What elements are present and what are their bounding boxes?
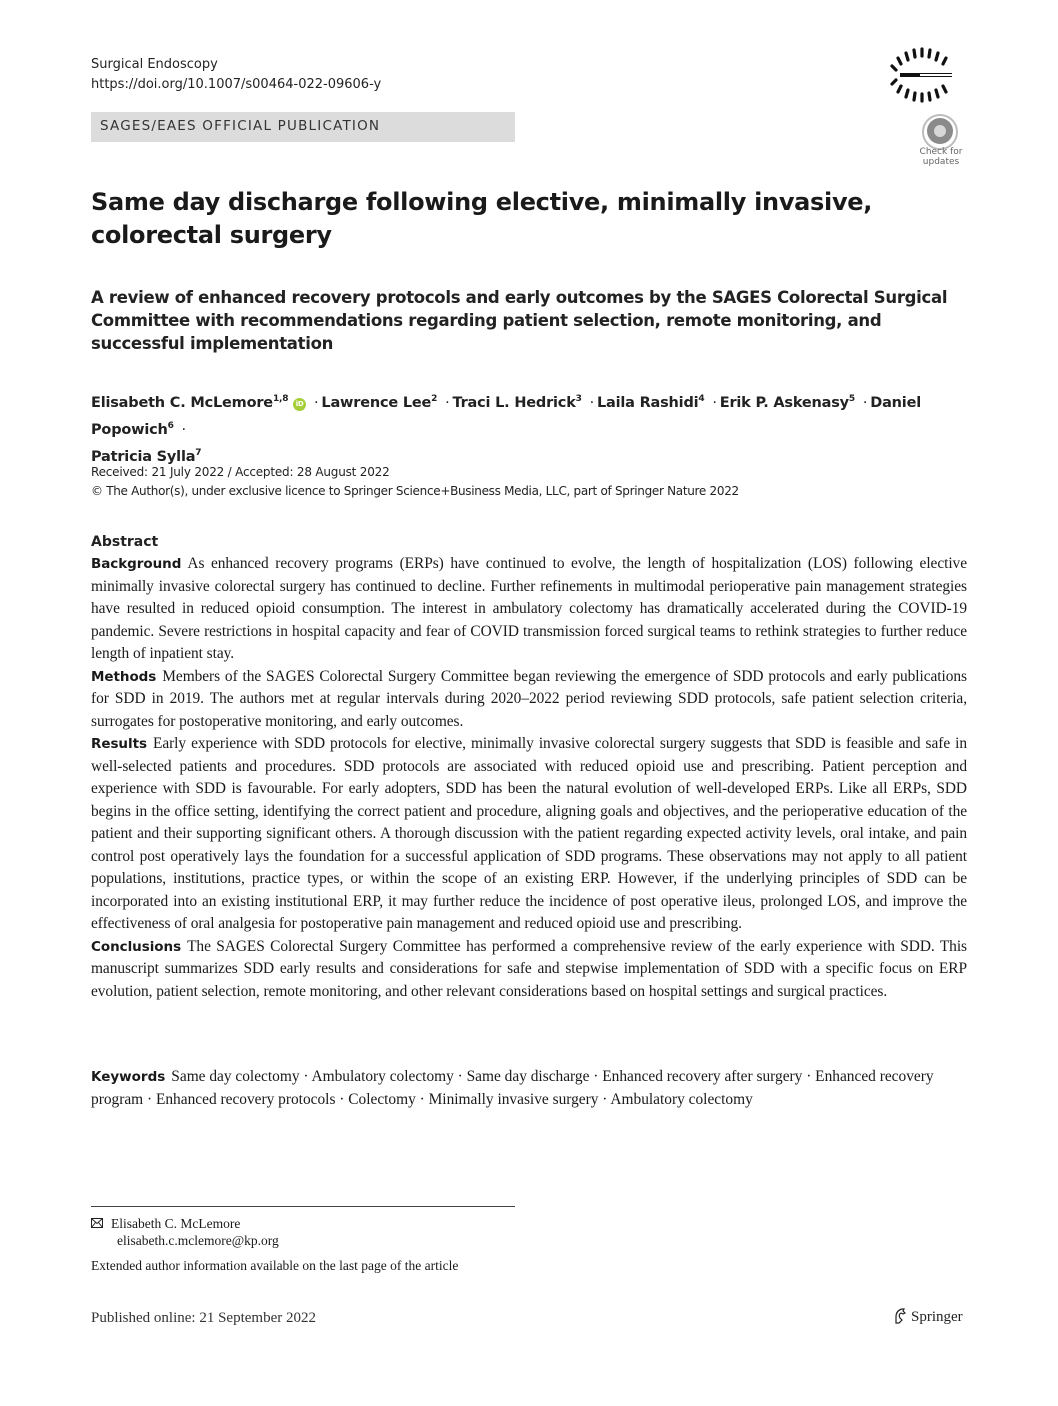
abstract-section-label: Background xyxy=(91,556,182,572)
author-affiliation: 4 xyxy=(698,394,705,404)
abstract-methods xyxy=(91,666,967,734)
publisher-logo xyxy=(893,1308,963,1326)
abstract-section-label: Results xyxy=(91,736,147,752)
author-affiliation: 7 xyxy=(195,447,202,458)
article-title: Same day discharge following elective, minimally invasive, colorectal surgery xyxy=(91,188,873,249)
extended-author-info: Extended author information available on the last page of the article xyxy=(91,1258,459,1273)
doi-link[interactable]: https://doi.org/10.1007/s00464-022-09606-y xyxy=(91,77,382,92)
abstract-section-label: Conclusions xyxy=(91,938,182,955)
author-affiliation: 6 xyxy=(167,420,174,431)
orcid-icon[interactable]: iD xyxy=(293,398,306,411)
author-affiliation: 2 xyxy=(431,394,438,404)
abstract-section-text: Members of the SAGES Colorectal Surgery Committee began reviewing the emergence of SDD protocols and early publications for SDD in 2019. The authors met at regular intervals during 2020–2022 period reviewing SDD protocols, safe patient selection criteria, surrogates for postoperative monitoring, and early outcomes. xyxy=(91,667,967,730)
corresponding-email[interactable]: elisabeth.c.mclemore@kp.org xyxy=(117,1233,279,1248)
section-banner xyxy=(91,112,515,142)
article-subtitle: A review of enhanced recovery protocols and early outcomes by the SAGES Colorectal Surgical Committee with recommendations regarding patient selection, remote monitoring, and successful implementation xyxy=(91,288,948,353)
section-label: SAGES/EAES OFFICIAL PUBLICATION xyxy=(100,118,381,134)
abstract-background xyxy=(91,553,967,666)
keywords-text: Same day colectomy · Ambulatory colectomy · Same day discharge · Enhanced recovery after surgery · Enhanced recovery program · Enhanced recovery protocols · Colectomy · Minimally invasive surgery · Ambulatory colectomy xyxy=(91,1068,934,1108)
publisher-name: Springer xyxy=(911,1309,963,1325)
published-date: Published online: 21 September 2022 xyxy=(91,1310,316,1326)
corresponding-author xyxy=(91,1214,240,1233)
abstract-conclusions xyxy=(91,936,967,1004)
keywords-block xyxy=(91,1066,967,1111)
author-name[interactable]: Erik P. Askenasy xyxy=(719,394,849,411)
author-name[interactable]: Traci L. Hedrick xyxy=(452,394,576,411)
author-separator: · xyxy=(314,394,319,411)
check-for-updates-badge[interactable]: Check for updates xyxy=(914,116,968,170)
author-affiliation: 5 xyxy=(848,394,855,404)
author-name[interactable]: Laila Rashidi xyxy=(596,394,699,411)
author-name[interactable]: Lawrence Lee xyxy=(321,394,432,411)
author-separator: · xyxy=(589,394,594,411)
abstract-results xyxy=(91,733,967,936)
author-affiliation: 1,8 xyxy=(272,394,289,404)
copyright-line: © The Author(s), under exclusive licence to Springer Science+Business Media, LLC, part of Springer Nature 2022 xyxy=(91,484,739,498)
journal-name: Surgical Endoscopy xyxy=(91,57,218,72)
abstract-section-text: As enhanced recovery programs (ERPs) have continued to evolve, the length of hospitalization (LOS) following elective minimally invasive colorectal surgery has continued to decline. Further refinements in multimodal perioperative pain management strategies have resulted in reduced opioid consumption. The interest in ambulatory colectomy has dramatically accelerated during the COVID-19 pandemic. Severe restrictions in hospital capacity and fear of COVID transmission forced surgical teams to rethink strategies to further reduce length of inpatient stay. xyxy=(91,555,967,662)
author-name[interactable]: Elisabeth C. McLemore xyxy=(91,394,273,411)
keywords-label: Keywords xyxy=(91,1069,166,1085)
abstract-heading: Abstract xyxy=(91,534,159,550)
corresponding-name: Elisabeth C. McLemore xyxy=(111,1216,241,1231)
author-name[interactable]: Daniel Popowich xyxy=(91,394,921,438)
author-list xyxy=(91,388,971,468)
author-separator: · xyxy=(181,421,186,438)
envelope-icon xyxy=(91,1218,103,1228)
footnote-divider xyxy=(91,1206,515,1207)
springer-horse-icon xyxy=(893,1308,907,1324)
abstract-body xyxy=(91,553,967,1003)
abstract-section-label: Methods xyxy=(91,668,157,685)
author-separator: · xyxy=(712,394,717,411)
abstract-section-text: Early experience with SDD protocols for elective, minimally invasive colorectal surgery suggests that SDD is feasible and safe in well-selected patients and procedures. SDD protocols are associated with reduced opioid use and prescribing. Patient perception and experience with SDD is favourable. For early adopters, SDD has been the natural evolution of well-developed ERPs. Like all ERPs, SDD begins in the office setting, identifying the correct patient and procedure, aligning goals and objectives, and the perioperative education of the patient and their supporting significant others. A thorough discussion with the patient regarding expected activity levels, oral intake, and pain control post operatively lays the foundation for a successful application of SDD programs. These observations may not apply to all patient populations, institutions, practice types, or within the scope of an existing ERP. However, if the underlying principles of SDD can be incorporated into an existing institutional ERP, it may further reduce the incidence of post operative ileus, prolonged LOS, and improve the effectiveness of oral analgesia for postoperative pain management and reduced opioid use and prescribing. xyxy=(91,735,967,932)
author-separator: · xyxy=(445,394,450,411)
received-dates: Received: 21 July 2022 / Accepted: 28 August 2022 xyxy=(91,465,390,479)
society-logo xyxy=(880,44,962,106)
author-affiliation: 3 xyxy=(575,394,582,404)
author-separator: · xyxy=(862,394,868,411)
abstract-section-text: The SAGES Colorectal Surgery Committee has performed a comprehensive review of the early experience with SDD. This manuscript summarizes SDD early results and considerations for safe and stepwise implementation of SDD with a specific focus on ERP evolution, patient selection, remote monitoring, and other relevant considerations based on hospital settings and surgical practices. xyxy=(91,937,967,1000)
author-name[interactable]: Patricia Sylla xyxy=(91,448,196,465)
